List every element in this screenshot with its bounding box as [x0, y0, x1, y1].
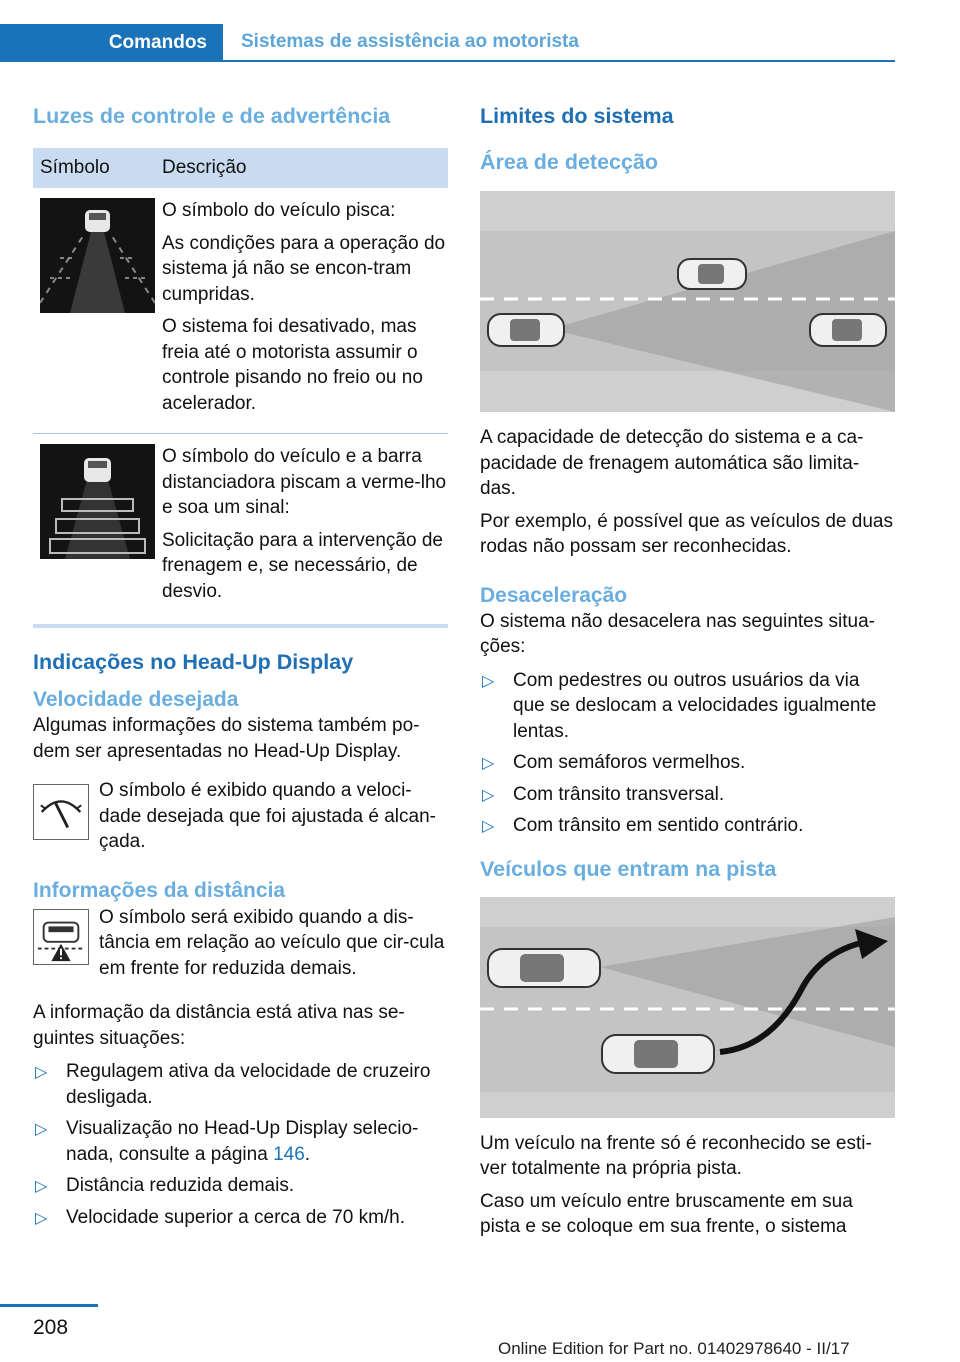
cut-in-para1: Um veículo na frente só é reconhecido se esti-ver totalmente na própria pista.: [480, 1132, 872, 1179]
distance-icon-row: [33, 905, 448, 982]
list-item: ▷ Distância reduzida demais.: [33, 1173, 448, 1199]
car-icon: [602, 1035, 714, 1073]
heading-limits: Limites do sistema: [480, 104, 674, 128]
car-flash-warning-icon: [40, 198, 155, 313]
table-row: [33, 188, 448, 434]
heading-lights: Luzes de controle e de advertência: [33, 104, 391, 128]
section-rule: [33, 624, 448, 628]
section-title[interactable]: Sistemas de assistência ao motorista: [241, 31, 579, 52]
heading-detection-area: Área de detecção: [480, 150, 659, 174]
distance-list: [33, 1059, 448, 1230]
symbol-table: [33, 148, 448, 621]
col-header-description: Descrição: [155, 148, 448, 188]
speed-icon-text: O símbolo é exibido quando a veloci-dade desejada que foi ajustada é alcan-çada.: [99, 780, 436, 852]
left-column: [33, 98, 448, 1236]
page-header: [0, 24, 960, 62]
car-icon: [678, 259, 746, 289]
heading-hud: Indicações no Head-Up Display: [33, 650, 354, 674]
bullet-icon: ▷: [35, 1178, 48, 1195]
car-icon: [810, 314, 886, 346]
chapter-tab[interactable]: Comandos: [0, 24, 223, 62]
list-item: ▷ Visualização no Head-Up Display selecio-nada, consulte a página 146.: [35, 1118, 419, 1165]
bullet-icon: ▷: [482, 672, 495, 690]
footer-rule: [0, 1304, 98, 1307]
cut-in-para2: Caso um veículo entre bruscamente em sua pista e se coloque em sua frente, o sistema: [480, 1190, 853, 1237]
decel-paragraph: O sistema não desacelera nas seguintes situa-ções:: [480, 610, 875, 657]
bullet-icon: ▷: [35, 1064, 48, 1081]
heading-deceleration: Desaceleração: [480, 583, 628, 607]
cut-in-illustration: [480, 897, 895, 1118]
row1-para1: O símbolo do veículo pisca:: [162, 200, 396, 221]
area-para1: A capacidade de detecção do sistema e a ca-pacidade de frenagem automática são limita-das.: [480, 427, 864, 499]
car-distance-bar-icon: [40, 444, 155, 559]
bullet-icon: ▷: [482, 755, 495, 772]
distance-icon-text: O símbolo será exibido quando a dis-tância em relação ao veículo que cir-cula em frente for reduzida demais.: [99, 906, 445, 979]
page-number: 208: [33, 1316, 69, 1339]
list-item: ▷ Com pedestres ou outros usuários da via que se deslocam a velocidades igualmente lentas.: [482, 669, 877, 742]
bullet-icon: ▷: [482, 786, 495, 804]
distance-warning-icon: [33, 909, 89, 965]
speed-paragraph: Algumas informações do sistema também po-dem ser apresentadas no Head-Up Display.: [33, 715, 420, 762]
col-header-symbol: Símbolo: [33, 148, 155, 188]
area-para2: Por exemplo, é possível que as veículos de duas rodas não possam ser reconhecidas.: [480, 510, 893, 557]
decel-list: [480, 668, 895, 839]
list-item: ▷ Regulagem ativa da velocidade de cruzeiro desligada.: [35, 1061, 431, 1108]
right-column: [480, 98, 895, 1240]
bullet-icon: ▷: [482, 818, 495, 835]
edition-note: Online Edition for Part no. 01402978640 - II/17: [498, 1339, 850, 1358]
detection-area-illustration: [480, 191, 895, 412]
page-link[interactable]: 146: [273, 1143, 305, 1165]
heading-desired-speed: Velocidade desejada: [33, 688, 239, 711]
bullet-icon: ▷: [35, 1121, 48, 1138]
distance-paragraph: A informação da distância está ativa nas se-guintes situações:: [33, 1002, 405, 1049]
car-icon: [488, 314, 564, 346]
heading-cut-in: Veículos que entram na pista: [480, 856, 777, 881]
heading-distance-info: Informações da distância: [33, 878, 286, 902]
bullet-icon: ▷: [35, 1209, 48, 1227]
row2-para1: O símbolo do veículo e a barra distanciadora piscam a verme-lho e soa um sinal:: [162, 446, 447, 518]
list-item: ▷ Velocidade superior a cerca de 70 km/h.: [33, 1205, 448, 1231]
row2-para2: Solicitação para a intervenção de frenagem e, se necessário, de desvio.: [162, 529, 443, 602]
speed-icon-row: [33, 778, 448, 855]
row1-para2: As condições para a operação do sistema já não se encon-tram cumpridas.: [162, 232, 446, 305]
table-row: [33, 434, 448, 622]
speed-reached-icon: [33, 784, 89, 840]
list-item: ▷ Com trânsito transversal.: [480, 782, 895, 808]
list-item: ▷ Com trânsito em sentido contrário.: [480, 813, 895, 839]
row1-para3: O sistema foi desativado, mas freia até o motorista assumir o controle pisando no freio ou no acelerador.: [162, 316, 423, 414]
list-item: ▷ Com semáforos vermelhos.: [480, 750, 895, 776]
car-icon: [488, 949, 600, 987]
